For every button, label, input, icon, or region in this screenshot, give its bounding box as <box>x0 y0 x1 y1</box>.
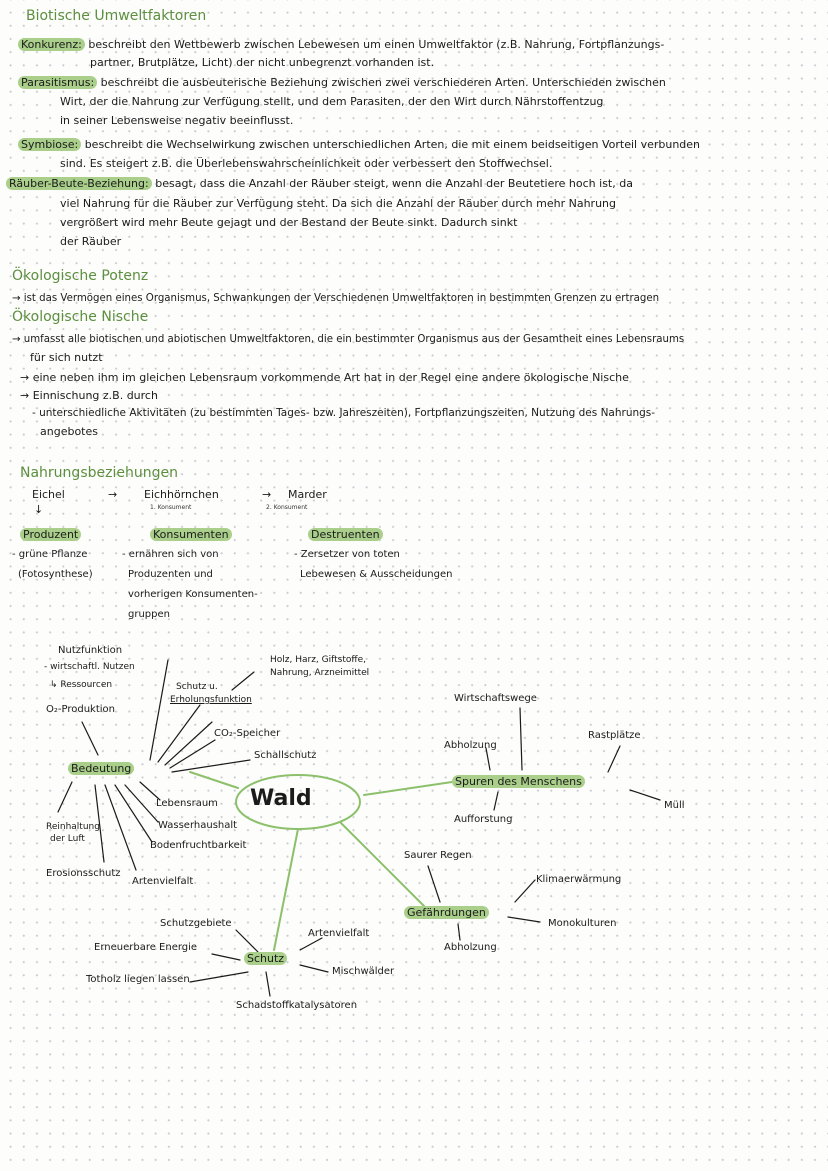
raeuber-text-1: besagt, dass die Anzahl der Räuber steigt, wenn die Anzahl der Beutetiere hoch ist, da <box>155 177 633 190</box>
potenz-line: → ist das Vermögen eines Organismus, Schwankungen der Verschiedenen Umweltfaktoren in bestimmten Grenzen zu ertragen <box>12 293 660 304</box>
destruenten-line-1: - Zersetzer von toten <box>294 549 400 560</box>
chain-arrow-1: → <box>108 488 118 501</box>
node-o2-produktion: O₂-Produktion <box>46 704 115 715</box>
chain-marder: Marder <box>288 488 327 501</box>
konsumenten-highlight: Konsumenten <box>150 528 232 541</box>
raeuber-line-2: viel Nahrung für die Räuber zur Verfügung steht. Da sich die Anzahl der Räuber durch mehr Nahrung <box>60 197 616 210</box>
label-2-konsument: 2. Konsument <box>266 504 308 511</box>
nische-line-2: → eine neben ihm im gleichen Lebensraum vorkommende Art hat in der Regel eine andere ökologische Nische <box>20 371 629 384</box>
node-bedeutung: Bedeutung <box>68 762 134 775</box>
node-reinhaltung: Reinhaltung <box>46 822 100 832</box>
konkurrenz-text-1: beschreibt den Wettbewerb zwischen Lebewesen um einen Umweltfaktor (z.B. Nahrung, Fortpflanzungs- <box>88 38 665 51</box>
node-der-luft: der Luft <box>50 834 85 844</box>
node-co2-speicher: CO₂-Speicher <box>214 728 281 739</box>
node-totholz: Totholz liegen lassen <box>86 974 190 985</box>
konkurrenz-line-2: partner, Brutplätze, Licht) der nicht unbegrenzt vorhanden ist. <box>90 56 435 69</box>
term-parasitismus: Parasitismus: <box>18 76 97 89</box>
node-schallschutz: Schallschutz <box>254 750 317 761</box>
node-ressourcen: ↳ Ressourcen <box>50 680 113 690</box>
parasitismus-text-1: beschreibt die ausbeuterische Beziehung zwischen zwei verschiederen Arten. Unterschieden zwischen <box>100 76 666 89</box>
chain-eichel: Eichel <box>32 488 65 501</box>
node-abholzung-2: Abholzung <box>444 942 497 953</box>
chain-arrow-2: → <box>262 488 272 501</box>
chain-down-arrow: ↓ <box>34 503 44 516</box>
node-wirtschaftl-nutzen: - wirtschaftl. Nutzen <box>44 662 135 672</box>
produzent-highlight: Produzent <box>20 528 81 541</box>
konsumenten-line-4: gruppen <box>128 609 170 620</box>
konsumenten-line-2: Produzenten und <box>128 569 213 580</box>
node-wirtschaftswege: Wirtschaftswege <box>454 693 537 704</box>
label-1-konsument: 1. Konsument <box>150 504 192 511</box>
nische-line-4a: - unterschiedliche Aktivitäten (zu bestimmten Tages- bzw. Jahreszeiten), Fortpflanzungszeiten, Nutzung des Nahrungs- <box>32 407 656 419</box>
konsumenten-line-3: vorherigen Konsumenten- <box>128 589 258 600</box>
symbiose-line-2: sind. Es steigert z.B. die Überlebenswahrscheinlichkeit oder verbessert den Stoffwechsel. <box>60 157 553 170</box>
produzent-line-2: (Fotosynthese) <box>18 569 93 580</box>
konsumenten-line-1: - ernähren sich von <box>122 549 219 560</box>
node-spuren-des-menschens: Spuren des Menschens <box>452 775 585 788</box>
destruenten-line-2: Lebewesen & Ausscheidungen <box>300 569 453 580</box>
node-erneuerbare-energie: Erneuerbare Energie <box>94 942 198 953</box>
node-holz-2: Nahrung, Arzneimittel <box>270 668 370 678</box>
heading-oekologische-nische: Ökologische Nische <box>12 309 149 325</box>
destruenten-highlight: Destruenten <box>308 528 383 541</box>
node-erholungsfunktion: Erholungsfunktion <box>170 695 252 705</box>
chain-eichhoernchen: Eichhörnchen <box>144 488 219 501</box>
node-mischwaelder: Mischwälder <box>332 966 395 977</box>
heading-oekologische-potenz: Ökologische Potenz <box>12 268 149 284</box>
node-abholzung-1: Abholzung <box>444 740 497 751</box>
parasitismus-line-3: in seiner Lebensweise negativ beeinflusst. <box>60 114 294 127</box>
raeuber-line-4: der Räuber <box>60 235 122 248</box>
term-konkurrenz: Konkurenz: <box>18 38 85 51</box>
node-lebensraum: Lebensraum <box>156 798 218 809</box>
node-rastplaetze: Rastplätze <box>588 730 641 741</box>
node-erosionsschutz: Erosionsschutz <box>46 868 121 879</box>
node-schutz-u: Schutz u. <box>176 682 218 692</box>
node-schutzgebiete: Schutzgebiete <box>160 918 232 929</box>
node-schadstoffkatalysatoren: Schadstoffkatalysatoren <box>236 1000 358 1011</box>
node-holz-1: Holz, Harz, Giftstoffe, <box>270 655 366 665</box>
nische-line-1a: → umfasst alle biotischen und abiotischen Umweltfaktoren, die ein bestimmter Organismus aus der Gesamtheit eines Lebensraums <box>12 334 685 345</box>
node-artenvielfalt-1: Artenvielfalt <box>132 876 194 887</box>
nische-line-1b: für sich nutzt <box>30 351 103 364</box>
term-symbiose: Symbiose: <box>18 138 81 151</box>
heading-biotische-umweltfaktoren: Biotische Umweltfaktoren <box>26 8 207 24</box>
raeuber-line-3: vergrößert wird mehr Beute gejagt und der Bestand der Beute sinkt. Dadurch sinkt <box>60 216 518 229</box>
node-bodenfruchtbarkeit: Bodenfruchtbarkeit <box>150 840 247 851</box>
node-nutzfunktion: Nutzfunktion <box>58 645 123 656</box>
parasitismus-line-2: Wirt, der die Nahrung zur Verfügung stellt, und dem Parasiten, der den Wirt durch Nährstoffentzug <box>60 95 604 108</box>
node-artenvielfalt-2: Artenvielfalt <box>308 928 370 939</box>
node-aufforstung: Aufforstung <box>454 814 513 825</box>
produzent-line-1: - grüne Pflanze <box>12 549 88 560</box>
node-schutz: Schutz <box>244 952 287 965</box>
node-monokulturen: Monokulturen <box>548 918 617 929</box>
heading-nahrungsbeziehungen: Nahrungsbeziehungen <box>20 465 178 481</box>
center-wald: Wald <box>250 786 312 811</box>
node-wasserhaushalt: Wasserhaushalt <box>158 820 238 831</box>
nische-line-4b: angebotes <box>40 425 98 438</box>
term-raeuber-beute-beziehung: Räuber-Beute-Beziehung: <box>6 177 152 190</box>
node-gefaehrdungen: Gefährdungen <box>404 906 489 919</box>
node-klimaerwaermung: Klimaerwärmung <box>536 874 622 885</box>
symbiose-text-1: beschreibt die Wechselwirkung zwischen unterschiedlichen Arten, die mit einem beidseitigen Vorteil verbunden <box>84 138 701 151</box>
node-saurer-regen: Saurer Regen <box>404 850 472 861</box>
nische-line-3: → Einnischung z.B. durch <box>20 389 158 402</box>
node-muell: Müll <box>664 800 685 811</box>
